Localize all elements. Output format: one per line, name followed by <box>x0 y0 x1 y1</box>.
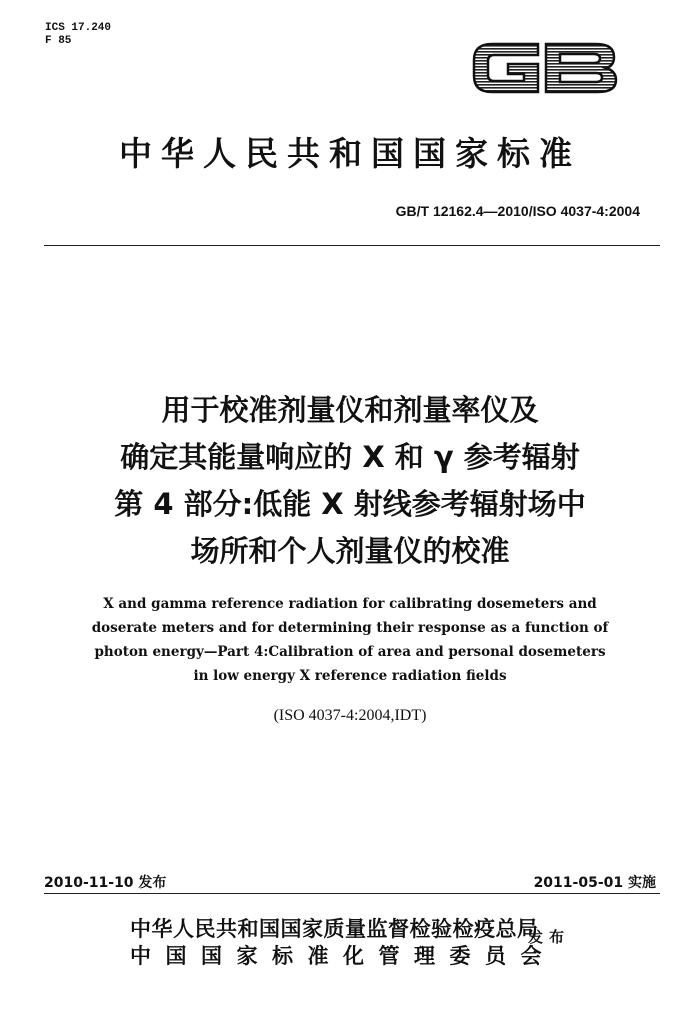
iso-reference: (ISO 4037-4:2004,IDT) <box>273 707 427 724</box>
gb-logo <box>470 36 620 98</box>
english-title-line-4: in low energy X reference radiation fields <box>193 668 507 684</box>
english-title-line-1: X and gamma reference radiation for calibrating dosemeters and <box>103 596 597 612</box>
ics-code: ICS 17.240 <box>45 22 112 34</box>
top-divider <box>44 245 660 246</box>
ccs-code: F 85 <box>45 35 72 47</box>
chinese-title-line-1: 用于校准剂量仪和剂量率仪及 <box>161 393 539 427</box>
english-title-line-3: photon energy—Part 4:Calibration of area and personal dosemeters <box>94 644 606 660</box>
english-title-line-2: doserate meters and for determining their response as a function of <box>91 620 609 636</box>
issue-date: 2010-11-10 发布 <box>44 875 167 891</box>
issuer-sac: 中国国家标准化管理委员会 <box>130 943 556 968</box>
chinese-title-line-2: 确定其能量响应的 X 和 γ 参考辐射 <box>120 440 580 474</box>
gb-logo-graphic <box>470 36 620 98</box>
classification-codes <box>45 22 111 48</box>
chinese-title-line-4: 场所和个人剂量仪的校准 <box>190 534 510 568</box>
national-standard-title: 中华人民共和国国家标准 <box>119 134 581 173</box>
logo-letter-b <box>546 44 616 92</box>
publish-label: 发布 <box>528 928 571 946</box>
logo-letter-g <box>474 44 538 92</box>
chinese-title-line-3: 第 4 部分:低能 X 射线参考辐射场中 <box>114 487 586 521</box>
issuer-aqsiq: 中华人民共和国国家质量监督检验检疫总局 <box>130 916 539 941</box>
english-title <box>60 592 640 688</box>
chinese-title <box>40 387 660 575</box>
bottom-divider <box>44 893 660 894</box>
standard-number: GB/T 12162.4—2010/ISO 4037-4:2004 <box>395 203 640 219</box>
implementation-date: 2011-05-01 实施 <box>533 875 656 891</box>
